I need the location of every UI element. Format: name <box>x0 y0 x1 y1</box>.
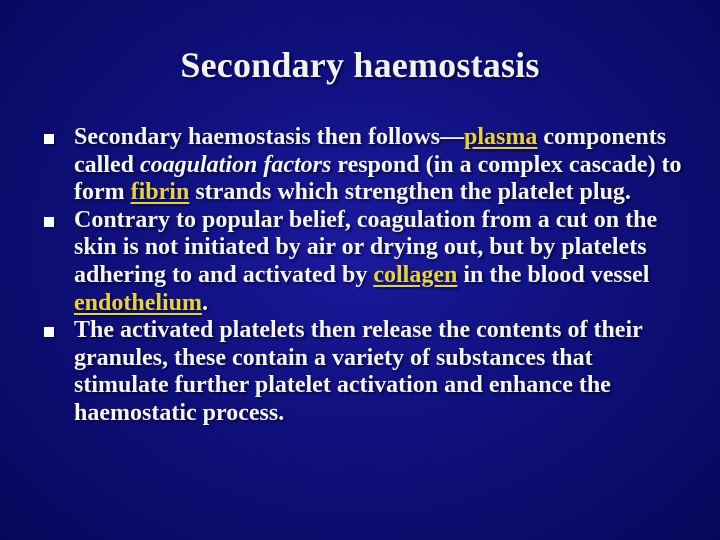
square-bullet-icon <box>44 134 54 144</box>
square-bullet-icon <box>44 327 54 337</box>
bullet-text-segment: respond (in a complex cascade) to form <box>74 151 682 206</box>
emphasized-term: coagulation factors <box>140 151 332 178</box>
bullet-item <box>44 317 684 427</box>
bullet-text-segment: components called <box>74 124 667 178</box>
bullet-item <box>44 207 684 317</box>
bullet-text-segment: Contrary to popular belief, coagulation from a cut on the skin is not initiated by air or drying out, but by platelets adhering to and activated by <box>74 206 658 288</box>
bullet-text-segment: . <box>202 289 209 316</box>
bullet-list <box>44 124 684 428</box>
square-bullet-icon <box>44 217 54 227</box>
bullet-text-segment: The activated platelets then release the contents of their granules, these contain a variety of substances that stimulate further platelet activation and enhance the haemostatic process. <box>74 317 643 426</box>
fibrin-link[interactable]: fibrin <box>130 179 190 206</box>
endothelium-link[interactable]: endothelium <box>74 289 203 316</box>
bullet-text-segment: strands which strengthen the platelet plug. <box>189 179 631 206</box>
collagen-link[interactable]: collagen <box>373 261 458 288</box>
slide-title: Secondary haemostasis <box>180 45 540 85</box>
plasma-link[interactable]: plasma <box>464 124 538 150</box>
bullet-text-segment: in the blood vessel <box>457 261 650 288</box>
bullet-text-segment: Secondary haemostasis then follows— <box>74 124 465 150</box>
bullet-item <box>44 124 684 207</box>
